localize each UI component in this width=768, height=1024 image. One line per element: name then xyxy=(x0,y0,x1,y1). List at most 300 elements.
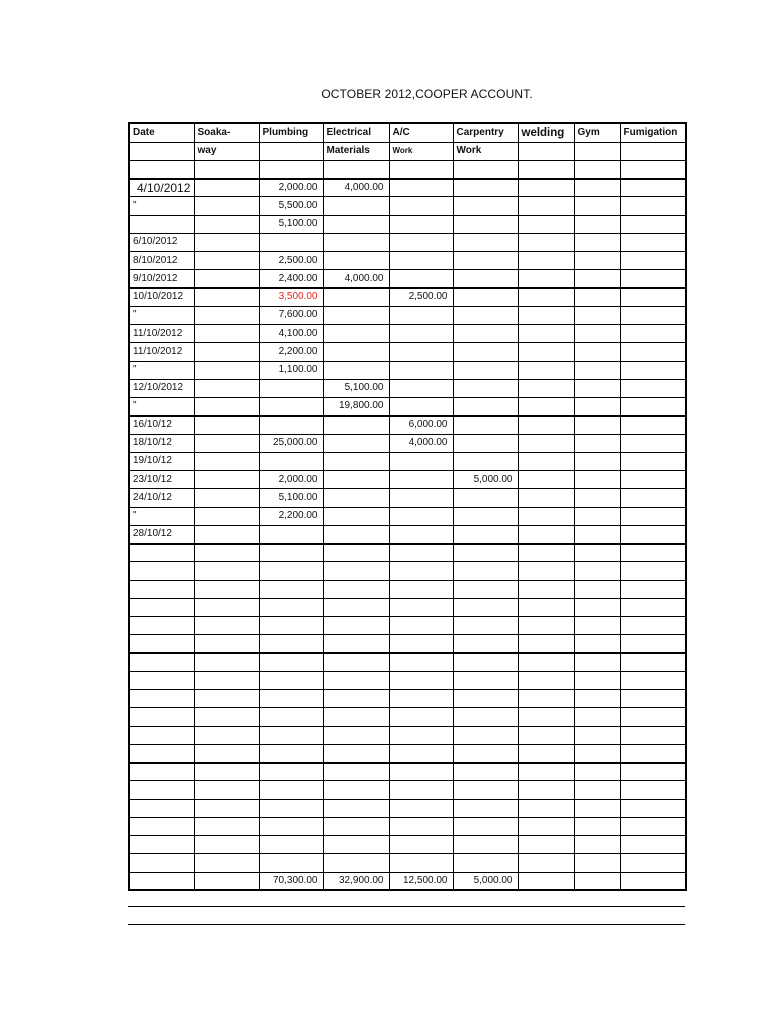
plumbing-cell xyxy=(259,379,323,397)
entry-row xyxy=(129,763,686,781)
ac-work-cell xyxy=(389,471,453,489)
plumbing-cell: 5,500.00 xyxy=(259,197,323,215)
entry-row xyxy=(129,836,686,854)
fumigation-cell xyxy=(620,252,686,270)
entry-row xyxy=(129,471,686,489)
entry-row xyxy=(129,580,686,598)
fumigation-cell xyxy=(620,325,686,343)
electrical-materials-cell xyxy=(323,635,389,653)
ac-work-cell xyxy=(389,325,453,343)
gym-cell xyxy=(574,544,620,562)
gym-cell xyxy=(574,398,620,416)
gym-cell xyxy=(574,744,620,762)
gym-cell xyxy=(574,288,620,306)
ac-work-cell xyxy=(389,452,453,470)
gym-cell xyxy=(574,252,620,270)
header-carpentry-work: Work xyxy=(453,142,518,160)
electrical-materials-cell: 4,000.00 xyxy=(323,179,389,197)
soakaway-cell xyxy=(194,398,259,416)
electrical-materials-cell xyxy=(323,580,389,598)
date-cell xyxy=(129,726,194,744)
fumigation-cell xyxy=(620,817,686,835)
electrical-materials-cell xyxy=(323,671,389,689)
electrical-materials-cell xyxy=(323,799,389,817)
gym-cell xyxy=(574,434,620,452)
gym-cell xyxy=(574,489,620,507)
electrical-materials-cell xyxy=(323,252,389,270)
electrical-materials-cell xyxy=(323,233,389,251)
plumbing-cell xyxy=(259,233,323,251)
plumbing-cell: 7,600.00 xyxy=(259,306,323,324)
date-cell: 28/10/12 xyxy=(129,525,194,543)
soakaway-cell xyxy=(194,233,259,251)
entry-row xyxy=(129,617,686,635)
ac-work-cell xyxy=(389,197,453,215)
ac-work-cell xyxy=(389,525,453,543)
electrical-materials-cell xyxy=(323,288,389,306)
carpentry-work-cell xyxy=(453,653,518,671)
carpentry-work-cell xyxy=(453,562,518,580)
ac-work-cell xyxy=(389,854,453,872)
header-welding: welding xyxy=(518,123,574,142)
soakaway-cell xyxy=(194,598,259,616)
fumigation-cell xyxy=(620,452,686,470)
fumigation-cell xyxy=(620,197,686,215)
ac-work-cell xyxy=(389,252,453,270)
electrical-materials-cell xyxy=(323,544,389,562)
date-cell: 23/10/12 xyxy=(129,471,194,489)
electrical-materials-cell xyxy=(323,690,389,708)
soakaway-cell xyxy=(194,635,259,653)
fumigation-cell xyxy=(620,726,686,744)
gym-cell xyxy=(574,671,620,689)
gym-cell xyxy=(574,471,620,489)
entry-row xyxy=(129,507,686,525)
electrical-materials-cell xyxy=(323,781,389,799)
entry-row xyxy=(129,197,686,215)
fumigation-cell xyxy=(620,489,686,507)
header-row xyxy=(129,123,686,142)
fumigation-cell xyxy=(620,215,686,233)
soakaway-cell xyxy=(194,507,259,525)
soakaway-cell xyxy=(194,379,259,397)
header-ac-work: A/C xyxy=(389,123,453,142)
entry-row xyxy=(129,252,686,270)
date-cell xyxy=(129,708,194,726)
ac-work-cell xyxy=(389,544,453,562)
fumigation-cell xyxy=(620,179,686,197)
gym-cell xyxy=(574,525,620,543)
electrical-materials-cell xyxy=(323,763,389,781)
carpentry-work-cell xyxy=(453,233,518,251)
header-electrical-materials: Electrical xyxy=(323,123,389,142)
ac-work-cell xyxy=(389,708,453,726)
ac-work-cell xyxy=(389,179,453,197)
electrical-materials-cell xyxy=(323,416,389,434)
welding-cell xyxy=(518,671,574,689)
table-totals xyxy=(129,872,686,890)
entry-row xyxy=(129,398,686,416)
welding-cell xyxy=(518,325,574,343)
welding-cell xyxy=(518,690,574,708)
carpentry-work-cell xyxy=(453,598,518,616)
carpentry-work-cell xyxy=(453,854,518,872)
entry-row xyxy=(129,160,686,178)
carpentry-work-cell xyxy=(453,525,518,543)
electrical-materials-cell xyxy=(323,434,389,452)
gym-cell xyxy=(574,763,620,781)
carpentry-work-cell xyxy=(453,744,518,762)
plumbing-cell: 4,100.00 xyxy=(259,325,323,343)
plumbing-cell: 2,500.00 xyxy=(259,252,323,270)
soakaway-cell xyxy=(194,671,259,689)
carpentry-work-cell xyxy=(453,690,518,708)
electrical-materials-cell xyxy=(323,452,389,470)
ac-work-cell xyxy=(389,799,453,817)
plumbing-cell: 2,000.00 xyxy=(259,471,323,489)
fumigation-cell xyxy=(620,434,686,452)
soakaway-cell xyxy=(194,525,259,543)
carpentry-work-cell xyxy=(453,306,518,324)
gym-cell xyxy=(574,343,620,361)
fumigation-cell xyxy=(620,270,686,288)
date-cell: 8/10/2012 xyxy=(129,252,194,270)
welding-cell xyxy=(518,434,574,452)
header-date xyxy=(129,142,194,160)
electrical-materials-cell: 5,100.00 xyxy=(323,379,389,397)
welding-cell xyxy=(518,507,574,525)
soakaway-cell xyxy=(194,325,259,343)
header-fumigation: Fumigation xyxy=(620,123,686,142)
welding-cell xyxy=(518,489,574,507)
soakaway-cell xyxy=(194,708,259,726)
entry-row xyxy=(129,744,686,762)
welding-cell xyxy=(518,361,574,379)
plumbing-cell: 2,400.00 xyxy=(259,270,323,288)
soakaway-cell xyxy=(194,726,259,744)
gym-cell xyxy=(574,653,620,671)
ac-work-cell xyxy=(389,817,453,835)
date-cell: " xyxy=(129,398,194,416)
plumbing-cell xyxy=(259,416,323,434)
total-row xyxy=(129,872,686,890)
date-cell xyxy=(129,836,194,854)
ac-work-cell xyxy=(389,580,453,598)
welding-cell xyxy=(518,252,574,270)
date-cell xyxy=(129,781,194,799)
electrical-materials-cell xyxy=(323,708,389,726)
entry-row xyxy=(129,325,686,343)
carpentry-work-cell xyxy=(453,361,518,379)
welding-cell xyxy=(518,763,574,781)
entry-row xyxy=(129,799,686,817)
total-plumbing-cell: 70,300.00 xyxy=(259,872,323,890)
page-title: OCTOBER 2012,COOPER ACCOUNT. xyxy=(321,87,533,101)
gym-cell xyxy=(574,160,620,178)
entry-row xyxy=(129,434,686,452)
entry-row xyxy=(129,452,686,470)
plumbing-cell xyxy=(259,580,323,598)
ac-work-cell xyxy=(389,781,453,799)
fumigation-cell xyxy=(620,416,686,434)
soakaway-cell xyxy=(194,854,259,872)
fumigation-cell xyxy=(620,836,686,854)
header-soakaway: way xyxy=(194,142,259,160)
fumigation-cell xyxy=(620,708,686,726)
welding-cell xyxy=(518,781,574,799)
ac-work-cell xyxy=(389,690,453,708)
header-soakaway: Soaka- xyxy=(194,123,259,142)
plumbing-cell: 5,100.00 xyxy=(259,489,323,507)
gym-cell xyxy=(574,799,620,817)
welding-cell xyxy=(518,562,574,580)
ac-work-cell xyxy=(389,653,453,671)
date-cell xyxy=(129,544,194,562)
date-cell: 24/10/12 xyxy=(129,489,194,507)
plumbing-cell xyxy=(259,744,323,762)
ac-work-cell xyxy=(389,343,453,361)
entry-row xyxy=(129,270,686,288)
date-cell: 11/10/2012 xyxy=(129,343,194,361)
soakaway-cell xyxy=(194,160,259,178)
welding-cell xyxy=(518,598,574,616)
plumbing-cell xyxy=(259,763,323,781)
fumigation-cell xyxy=(620,398,686,416)
carpentry-work-cell xyxy=(453,160,518,178)
welding-cell xyxy=(518,525,574,543)
entry-row xyxy=(129,671,686,689)
gym-cell xyxy=(574,708,620,726)
plumbing-cell xyxy=(259,854,323,872)
electrical-materials-cell xyxy=(323,744,389,762)
ac-work-cell xyxy=(389,507,453,525)
carpentry-work-cell xyxy=(453,507,518,525)
entry-row xyxy=(129,179,686,197)
entry-row xyxy=(129,635,686,653)
soakaway-cell xyxy=(194,252,259,270)
ac-work-cell xyxy=(389,361,453,379)
fumigation-cell xyxy=(620,671,686,689)
carpentry-work-cell xyxy=(453,781,518,799)
carpentry-work-cell xyxy=(453,434,518,452)
electrical-materials-cell xyxy=(323,726,389,744)
fumigation-cell xyxy=(620,471,686,489)
plumbing-cell xyxy=(259,398,323,416)
carpentry-work-cell xyxy=(453,398,518,416)
date-cell xyxy=(129,580,194,598)
carpentry-work-cell xyxy=(453,215,518,233)
carpentry-work-cell xyxy=(453,617,518,635)
gym-cell xyxy=(574,306,620,324)
soakaway-cell xyxy=(194,471,259,489)
header-row xyxy=(129,142,686,160)
ac-work-cell: 2,500.00 xyxy=(389,288,453,306)
electrical-materials-cell: 19,800.00 xyxy=(323,398,389,416)
date-cell: " xyxy=(129,197,194,215)
welding-cell xyxy=(518,708,574,726)
electrical-materials-cell xyxy=(323,471,389,489)
ac-work-cell xyxy=(389,836,453,854)
entry-row xyxy=(129,690,686,708)
welding-cell xyxy=(518,653,574,671)
plumbing-cell xyxy=(259,690,323,708)
gym-cell xyxy=(574,179,620,197)
electrical-materials-cell xyxy=(323,525,389,543)
fumigation-cell xyxy=(620,598,686,616)
gym-cell xyxy=(574,452,620,470)
header-plumbing: Plumbing xyxy=(259,123,323,142)
entry-row xyxy=(129,489,686,507)
fumigation-cell xyxy=(620,343,686,361)
carpentry-work-cell xyxy=(453,671,518,689)
fumigation-cell xyxy=(620,160,686,178)
entry-row xyxy=(129,708,686,726)
header-date: Date xyxy=(129,123,194,142)
gym-cell xyxy=(574,726,620,744)
gym-cell xyxy=(574,562,620,580)
header-gym: Gym xyxy=(574,123,620,142)
header-gym xyxy=(574,142,620,160)
carpentry-work-cell xyxy=(453,708,518,726)
plumbing-cell xyxy=(259,726,323,744)
fumigation-cell xyxy=(620,781,686,799)
entry-row xyxy=(129,854,686,872)
ac-work-cell xyxy=(389,562,453,580)
carpentry-work-cell: 5,000.00 xyxy=(453,471,518,489)
date-cell xyxy=(129,215,194,233)
welding-cell xyxy=(518,635,574,653)
header-electrical-materials: Materials xyxy=(323,142,389,160)
date-cell: 19/10/12 xyxy=(129,452,194,470)
date-cell xyxy=(129,598,194,616)
fumigation-cell xyxy=(620,763,686,781)
carpentry-work-cell xyxy=(453,817,518,835)
fumigation-cell xyxy=(620,507,686,525)
electrical-materials-cell xyxy=(323,507,389,525)
welding-cell xyxy=(518,726,574,744)
header-ac-work: Work xyxy=(389,142,453,160)
gym-cell xyxy=(574,361,620,379)
date-cell xyxy=(129,799,194,817)
total-fumigation-cell xyxy=(620,872,686,890)
carpentry-work-cell xyxy=(453,325,518,343)
date-cell xyxy=(129,653,194,671)
header-plumbing xyxy=(259,142,323,160)
electrical-materials-cell xyxy=(323,361,389,379)
carpentry-work-cell xyxy=(453,635,518,653)
soakaway-cell xyxy=(194,489,259,507)
welding-cell xyxy=(518,817,574,835)
plumbing-cell xyxy=(259,525,323,543)
table-body xyxy=(129,160,686,872)
plumbing-cell: 2,000.00 xyxy=(259,179,323,197)
welding-cell xyxy=(518,854,574,872)
date-cell: 4/10/2012 xyxy=(129,179,194,197)
ac-work-cell xyxy=(389,617,453,635)
plumbing-cell: 2,200.00 xyxy=(259,507,323,525)
soakaway-cell xyxy=(194,361,259,379)
soakaway-cell xyxy=(194,544,259,562)
date-cell xyxy=(129,763,194,781)
date-cell xyxy=(129,562,194,580)
gym-cell xyxy=(574,617,620,635)
entry-row xyxy=(129,653,686,671)
date-cell: " xyxy=(129,507,194,525)
welding-cell xyxy=(518,343,574,361)
electrical-materials-cell: 4,000.00 xyxy=(323,270,389,288)
date-cell: 10/10/2012 xyxy=(129,288,194,306)
welding-cell xyxy=(518,197,574,215)
welding-cell xyxy=(518,160,574,178)
gym-cell xyxy=(574,325,620,343)
total-gym-cell xyxy=(574,872,620,890)
gym-cell xyxy=(574,580,620,598)
account-table xyxy=(128,122,687,891)
carpentry-work-cell xyxy=(453,452,518,470)
ac-work-cell xyxy=(389,379,453,397)
date-cell: 6/10/2012 xyxy=(129,233,194,251)
carpentry-work-cell xyxy=(453,763,518,781)
plumbing-cell: 25,000.00 xyxy=(259,434,323,452)
ac-work-cell xyxy=(389,763,453,781)
header-fumigation xyxy=(620,142,686,160)
gym-cell xyxy=(574,197,620,215)
total-carpentry-work-cell: 5,000.00 xyxy=(453,872,518,890)
plumbing-cell: 2,200.00 xyxy=(259,343,323,361)
plumbing-cell: 3,500.00 xyxy=(259,288,323,306)
soakaway-cell xyxy=(194,215,259,233)
soakaway-cell xyxy=(194,197,259,215)
fumigation-cell xyxy=(620,635,686,653)
fumigation-cell xyxy=(620,653,686,671)
date-cell: 18/10/12 xyxy=(129,434,194,452)
entry-row xyxy=(129,343,686,361)
date-cell xyxy=(129,817,194,835)
fumigation-cell xyxy=(620,580,686,598)
fumigation-cell xyxy=(620,617,686,635)
entry-row xyxy=(129,215,686,233)
carpentry-work-cell xyxy=(453,379,518,397)
date-cell xyxy=(129,690,194,708)
ac-work-cell xyxy=(389,598,453,616)
electrical-materials-cell xyxy=(323,617,389,635)
soakaway-cell xyxy=(194,580,259,598)
date-cell xyxy=(129,160,194,178)
plumbing-cell xyxy=(259,562,323,580)
entry-row xyxy=(129,544,686,562)
footer-rule xyxy=(128,924,685,925)
welding-cell xyxy=(518,379,574,397)
carpentry-work-cell xyxy=(453,252,518,270)
soakaway-cell xyxy=(194,288,259,306)
plumbing-cell xyxy=(259,781,323,799)
soakaway-cell xyxy=(194,416,259,434)
plumbing-cell xyxy=(259,817,323,835)
gym-cell xyxy=(574,270,620,288)
footer-rule xyxy=(128,906,685,907)
plumbing-cell xyxy=(259,836,323,854)
soakaway-cell xyxy=(194,817,259,835)
gym-cell xyxy=(574,379,620,397)
total-date-cell xyxy=(129,872,194,890)
gym-cell xyxy=(574,215,620,233)
electrical-materials-cell xyxy=(323,598,389,616)
carpentry-work-cell xyxy=(453,416,518,434)
electrical-materials-cell xyxy=(323,343,389,361)
ac-work-cell xyxy=(389,744,453,762)
welding-cell xyxy=(518,288,574,306)
soakaway-cell xyxy=(194,799,259,817)
